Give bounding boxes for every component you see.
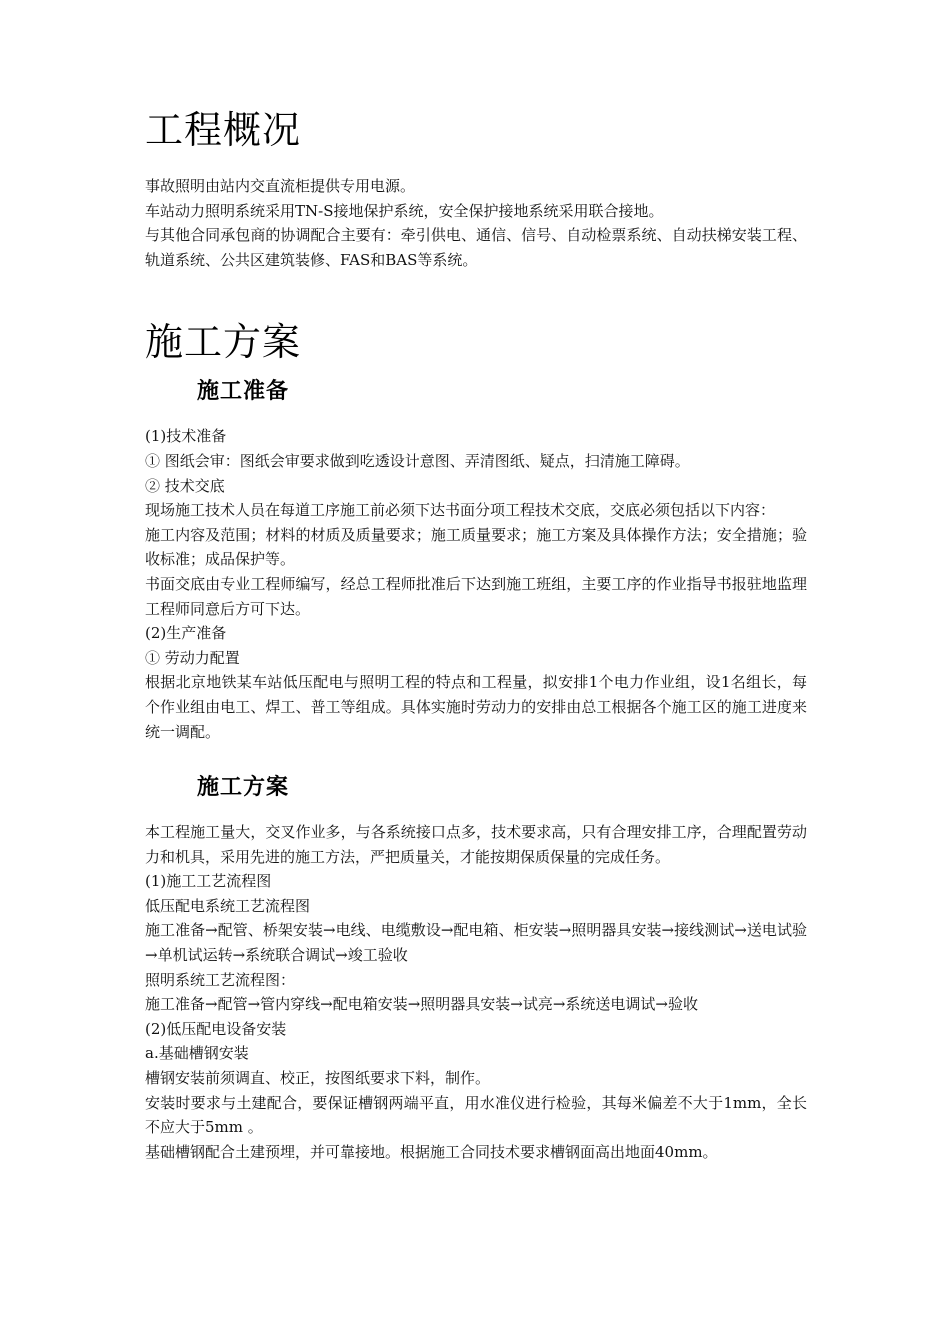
subsection-heading-plan: 施工方案 [197,774,290,801]
paragraph: 与其他合同承包商的协调配合主要有：牵引供电、通信、信号、自动检票系统、自动扶梯安装工程、轨道系统、公共区建筑装修、FAS和BAS等系统。 [145,226,807,269]
paragraph: 车站动力照明系统采用TN-S接地保护系统，安全保护接地系统采用联合接地。 [145,201,664,220]
paragraph: 施工准备→配管、桥架安装→电线、电缆敷设→配电箱、柜安装→照明器具安装→接线测试→送电试验→单机试运转→系统联合调试→竣工验收 [145,921,807,965]
paragraph: 安装时要求与土建配合，要保证槽钢两端平直，用水准仪进行检验，其每米偏差不大于1mm，全长不应大于5mm 。 [145,1093,807,1137]
paragraph: 照明系统工艺流程图： [145,970,296,989]
paragraph: a.基础槽钢安装 [145,1044,249,1063]
spacer [145,152,807,174]
paragraph: 本工程施工量大，交叉作业多，与各系统接口点多，技术要求高，只有合理安排工序，合理配置劳动力和机具，采用先进的施工方法，严把质量关，才能按期保质保量的完成任务。 [145,823,807,866]
paragraph: 书面交底由专业工程师编写，经总工程师批准后下达到施工班组，主要工序的作业指导书报驻地监理工程师同意后方可下达。 [145,574,807,618]
paragraph: 基础槽钢配合土建预埋，并可靠接地。根据施工合同技术要求槽钢面高出地面40mm。 [145,1142,718,1161]
paragraph: 施工准备→配管→管内穿线→配电箱安装→照明器具安装→试亮→系统送电调试→验收 [145,995,698,1014]
paragraph: ① 劳动力配置 [145,648,240,667]
subsection-heading-preparation: 施工准备 [197,378,290,405]
paragraph: 事故照明由站内交直流柜提供专用电源。 [145,177,416,195]
paragraph: 根据北京地铁某车站低压配电与照明工程的特点和工程量，拟安排1个电力作业组，设1名组长，每个作业组由电工、焊工、普工等组成。具体实施时劳动力的安排由总工根据各个施工区的施工进度来统一调配。 [145,673,807,741]
paragraph: (1)施工工艺流程图 [145,872,272,891]
paragraph: ② 技术交底 [145,476,225,495]
paragraph: 施工内容及范围；材料的材质及质量要求；施工质量要求；施工方案及具体操作方法；安全措施；验收标准；成品保护等。 [145,525,807,569]
spacer [145,364,807,376]
spacer [145,744,807,772]
spacer [145,406,807,424]
paragraph: (2)生产准备 [145,624,227,643]
document-content [145,108,807,1164]
paragraph: 槽钢安装前须调直、校正，按图纸要求下料，制作。 [145,1069,491,1088]
paragraph: ① 图纸会审：图纸会审要求做到吃透设计意图、弄清图纸、疑点，扫清施工障碍。 [145,451,690,470]
paragraph: 现场施工技术人员在每道工序施工前必须下达书面分项工程技术交底，交底必须包括以下内容： [145,501,776,520]
spacer [145,802,807,820]
paragraph: (1)技术准备 [145,427,227,446]
paragraph: (2)低压配电设备安装 [145,1019,287,1038]
section-heading-overview: 工程概况 [145,108,302,152]
paragraph: 低压配电系统工艺流程图 [145,896,311,915]
section-heading-construction-plan: 施工方案 [145,320,302,365]
